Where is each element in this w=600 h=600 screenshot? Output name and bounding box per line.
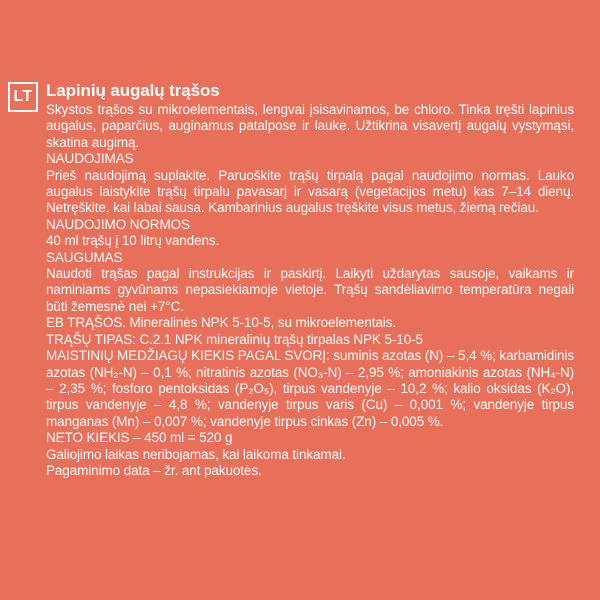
norms-text: 40 ml trąšų į 10 litrų vandens. — [46, 233, 220, 249]
type-text: C.2.1 NPK mineralinių trąšų tirpalas NPK 5-10-5 — [139, 331, 423, 347]
intro-text: Skystos trąšos su mikroelementais, lengvai įsisavinamos, be chloro. Tinka tręšti lapinius augalus, paparčius, auginamus patalpose ir lauke. Užtikrina visavertį augalų vystymąsi, skatina augimą. — [46, 102, 574, 150]
eb-heading: EB TRĄŠOS. — [46, 315, 126, 331]
expiry-text: Galiojimo laikas neribojamas, kai laikoma tinkamai. — [46, 446, 346, 462]
net-heading: NETO KIEKIS — [46, 430, 130, 446]
norms-heading: NAUDOJIMO NORMOS — [46, 216, 190, 232]
type-heading: TRĄŠŲ TIPAS: — [46, 331, 136, 347]
label-content — [46, 81, 574, 479]
type-line — [46, 332, 574, 348]
nutrients-paragraph — [46, 348, 574, 430]
eb-line — [46, 315, 574, 331]
nutrients-heading: MAISTINIŲ MEDŽIAGŲ KIEKIS PAGAL SVORĮ: — [46, 348, 330, 364]
safety-text: Naudoti trąšas pagal instrukcijas ir paskirtį. Laikyti uždarytas sausoje, vaikams ir naminiams gyvūnams nepasiekiamoje vietoje. Trąšų sandėliavimo temperatūra negali būti žemesnė nei +7°C. — [46, 266, 574, 314]
nutrients-text: suminis azotas (N) – 5,4 %; karbamidinis azotas (NH₂-N) – 0,1 %; nitratinis azotas (NO₃-N) – 2,95 %; amoniakinis azotas (NH₄-N) – 2,35 %; fosforo pentoksidas (P₂O₅), tirpus vandenyje – 10,2 %; kalio oksidas (K₂O), tirpus vandenyje – 4,8 %; vandenyje tirpus varis (Cu) – 0,001 %; vandenyje tirpus manganas (Mn) – 0,007 %; vandenyje tirpus cinkas (Zn) – 0,005 %. — [46, 348, 574, 429]
safety-heading: SAUGUMAS — [46, 249, 123, 265]
net-text: – 450 ml = 520 g — [133, 430, 233, 446]
usage-text: Prieš naudojimą suplakite. Paruoškite trąšų tirpalą pagal naudojimo normas. Lauko augalus laistykite trąšų tirpalu pavasarį ir vasarą (vegetacijos metu) kas 7–14 dienų. Netręškite, kai labai sausa. Kambarinius augalus tręškite visus metus, žiemą rečiau. — [46, 167, 574, 216]
manufacture-text: Pagaminimo data – žr. ant pakuotės. — [46, 462, 262, 478]
net-line — [46, 430, 574, 446]
eb-text: Mineralinės NPK 5-10-5, su mikroelementais. — [129, 315, 396, 331]
product-title: Lapinių augalų trąšos — [46, 81, 220, 100]
usage-heading: NAUDOJIMAS — [46, 151, 134, 167]
language-badge: LT — [8, 82, 38, 112]
